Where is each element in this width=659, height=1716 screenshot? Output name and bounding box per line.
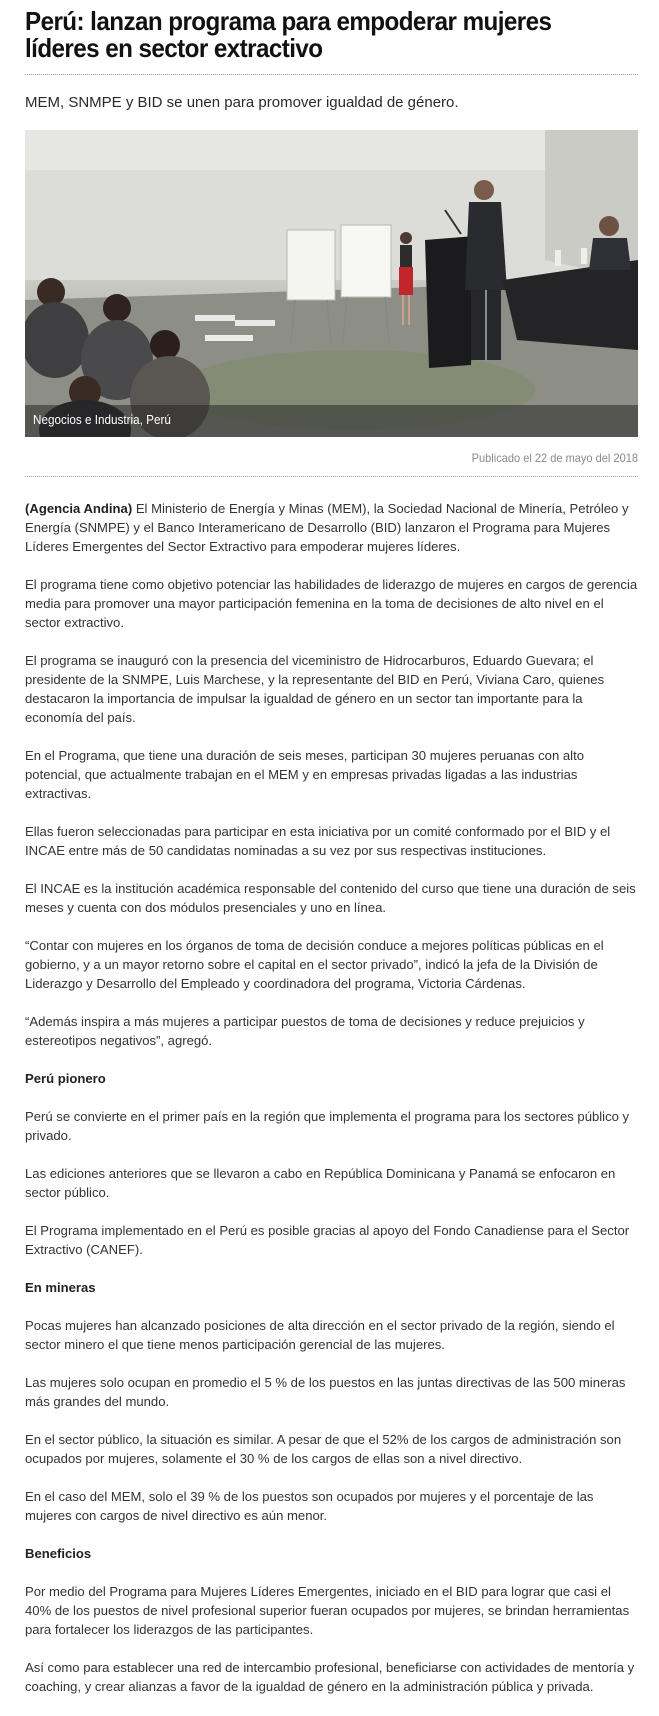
- photo-caption[interactable]: Negocios e Industria, Perú: [33, 412, 171, 427]
- paragraph: En el caso del MEM, solo el 39 % de los puestos son ocupados por mujeres y el porcentaje de las mujeres con cargos de nivel directivo es aún menor.: [25, 1489, 594, 1523]
- paragraph: El programa se inauguró con la presencia del viceministro de Hidrocarburos, Eduardo Guevara; el presidente de la SNMPE, Luis Marchese, y la representante del BID en Perú, Viviana Caro, quienes destacaron la importancia de impulsar la igualdad de género en un sector tan importante para la economía del país.: [25, 653, 605, 725]
- photo-caption-bar: [25, 405, 638, 437]
- paragraph: Por medio del Programa para Mujeres Líderes Emergentes, iniciado en el BID para lograr que casi el 40% de los puestos de nivel profesional superior fueran ocupados por mujeres, se brindan herramientas para fortalecer los liderazgos de las participantes.: [25, 1584, 630, 1637]
- divider-bottom: [25, 476, 638, 477]
- paragraph: En el Programa, que tiene una duración de seis meses, participan 30 mujeres peruanas con alto potencial, que actualmente trabajan en el MEM y en empresas privadas ligadas a las industrias extractivas.: [25, 748, 584, 801]
- article-photo: [25, 130, 638, 437]
- paragraph: Así como para establecer una red de intercambio profesional, beneficiarse con actividades de mentoría y coaching, y crear alianzas a favor de la igualdad de género en la administración pública y privada.: [25, 1660, 635, 1694]
- paragraph: El INCAE es la institución académica responsable del contenido del curso que tiene una duración de seis meses y cuenta con dos módulos presenciales y uno en línea.: [25, 881, 636, 915]
- paragraph: “Además inspira a más mujeres a participar puestos de toma de decisiones y reduce prejuicios y estereotipos negativos”, agregó.: [25, 1014, 585, 1048]
- paragraph: Pocas mujeres han alcanzado posiciones de alta dirección en el sector privado de la región, siendo el sector minero el que tiene menos participación gerencial de las mujeres.: [25, 1318, 615, 1352]
- article: [25, 8, 638, 1696]
- paragraph: En el sector público, la situación es similar. A pesar de que el 52% de los cargos de administración son ocupados por mujeres, solamente el 30 % de los cargos de ellas son a nivel directivo.: [25, 1432, 622, 1466]
- paragraph: Las mujeres solo ocupan en promedio el 5 % de los puestos en las juntas directivas de las 500 mineras más grandes del mundo.: [25, 1375, 626, 1409]
- article-body: [25, 499, 638, 1696]
- lead-source: (Agencia Andina): [25, 501, 133, 516]
- paragraph: “Contar con mujeres en los órganos de toma de decisión conduce a mejores políticas públicas en el gobierno, y a un mayor retorno sobre el capital en el sector privado”, indicó la jefa de la División de Liderazgo y Desarrollo del Empleado y coordinadora del programa, Victoria Cárdenas.: [25, 938, 604, 991]
- paragraph: Ellas fueron seleccionadas para participar en esta iniciativa por un comité conformado por el BID y el INCAE entre más de 50 candidatas nominadas a su vez por sus respectivas instituciones.: [25, 824, 611, 858]
- paragraph: Perú se convierte en el primer país en la región que implementa el programa para los sectores público y privado.: [25, 1109, 630, 1143]
- section-heading-beneficios: Beneficios: [25, 1546, 92, 1561]
- publish-date: Publicado el 22 de mayo del 2018: [471, 451, 638, 465]
- paragraph: Las ediciones anteriores que se llevaron a cabo en República Dominicana y Panamá se enfocaron en sector público.: [25, 1166, 616, 1200]
- paragraph: El Programa implementado en el Perú es posible gracias al apoyo del Fondo Canadiense para el Sector Extractivo (CANEF).: [25, 1223, 630, 1257]
- section-heading-en-mineras: En mineras: [25, 1280, 96, 1295]
- lead-text: El Ministerio de Energía y Minas (MEM), la Sociedad Nacional de Minería, Petróleo y Energía (SNMPE) y el Banco Interamericano de Desarrollo (BID) lanzaron el Programa para Mujeres Líderes Emergentes del Sector Extractivo para empoderar mujeres líderes.: [25, 501, 629, 554]
- conference-photo-illustration: [25, 130, 638, 437]
- divider-top: [25, 74, 638, 75]
- lead-paragraph: [25, 499, 638, 556]
- paragraph: El programa tiene como objetivo potenciar las habilidades de liderazgo de mujeres en cargos de gerencia media para promover una mayor participación femenina en la toma de decisiones de alto nivel en el sector extractivo.: [25, 577, 638, 630]
- article-subtitle: MEM, SNMPE y BID se unen para promover igualdad de género.: [25, 94, 459, 111]
- section-heading-peru-pionero: Perú pionero: [25, 1071, 106, 1086]
- article-headline: Perú: lanzan programa para empoderar mujeres líderes en sector extractivo: [25, 6, 552, 63]
